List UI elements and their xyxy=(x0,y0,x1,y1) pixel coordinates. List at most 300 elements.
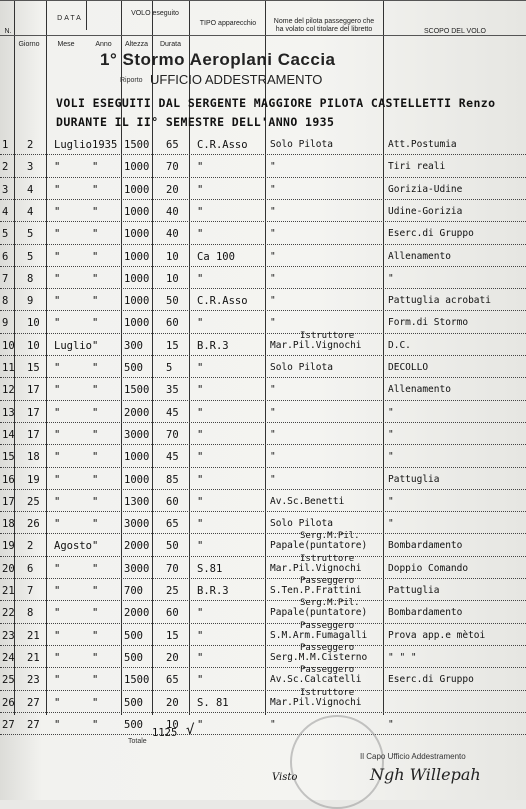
cell-altezza: 2000 xyxy=(124,607,150,620)
cell-mese: " xyxy=(54,562,61,575)
cell-durata: 70 xyxy=(166,161,179,174)
row-separator xyxy=(0,600,526,601)
cell-n: 5 xyxy=(2,228,9,241)
cell-durata: 65 xyxy=(166,674,179,687)
cell-mese: Luglio xyxy=(54,339,92,352)
cell-tipo: " xyxy=(197,473,204,486)
cell-tipo: " xyxy=(197,718,204,731)
cell-anno: " xyxy=(92,339,99,352)
cell-giorno: 10 xyxy=(27,339,40,352)
cell-n: 22 xyxy=(2,607,15,620)
cell-durata: 5 xyxy=(166,362,173,374)
cell-mese: " xyxy=(54,585,61,597)
cell-tipo: " xyxy=(197,228,204,241)
cell-giorno: 18 xyxy=(27,451,40,464)
cell-tipo: " xyxy=(197,205,204,218)
cell-n: 8 xyxy=(2,295,9,308)
cell-durata: 15 xyxy=(166,339,179,352)
cell-scopo: D.C. xyxy=(388,339,411,351)
cell-mese: Luglio xyxy=(54,139,92,151)
cell-altezza: 1300 xyxy=(124,495,150,508)
cell-mese: " xyxy=(54,317,61,330)
cell-anno: " xyxy=(92,295,99,308)
cell-n: 4 xyxy=(2,205,9,218)
cell-scopo: Att.Postumia xyxy=(388,139,457,150)
cell-giorno: 25 xyxy=(27,495,40,508)
cell-anno: " xyxy=(92,228,99,241)
cell-tipo: " xyxy=(197,540,204,553)
cell-pilota-role: Serg.M.Pil. xyxy=(300,598,360,609)
cell-pilota: Serg.M.M.Cisterno xyxy=(270,651,368,663)
cell-durata: 15 xyxy=(166,629,179,642)
cell-n: 3 xyxy=(2,183,9,196)
cell-pilota: " xyxy=(270,161,276,173)
totale-checkmark: √ xyxy=(186,722,195,738)
stamp-stormo: 1° Stormo Aeroplani Caccia xyxy=(100,50,336,69)
cell-n: 11 xyxy=(2,362,15,374)
header-data: DATA xyxy=(57,15,83,22)
cell-tipo: " xyxy=(197,272,204,285)
cell-altezza: 1000 xyxy=(124,183,150,196)
cell-tipo: " xyxy=(197,406,204,419)
header-altezza: Altezza xyxy=(125,41,148,48)
cell-n: 26 xyxy=(2,696,15,709)
cell-anno: " xyxy=(92,161,99,174)
cell-pilota-role: Istruttore xyxy=(300,687,355,698)
cell-giorno: 6 xyxy=(27,562,34,575)
cell-tipo: " xyxy=(197,183,204,196)
cell-giorno: 2 xyxy=(27,540,34,553)
cell-durata: 35 xyxy=(166,384,179,397)
cell-tipo: " xyxy=(197,384,204,397)
cell-n: 16 xyxy=(2,473,15,486)
cell-tipo: " xyxy=(197,495,204,508)
capo-ufficio-label: Il Capo Ufficio Addestramento xyxy=(360,752,466,761)
cell-altezza: 1000 xyxy=(124,161,150,174)
cell-tipo: " xyxy=(197,651,204,664)
cell-durata: 70 xyxy=(166,428,179,441)
cell-tipo: B.R.3 xyxy=(197,585,229,597)
cell-tipo: " xyxy=(197,607,204,620)
cell-pilota: Papale(puntatore) xyxy=(270,607,368,619)
cell-mese: " xyxy=(54,629,61,642)
cell-durata: 10 xyxy=(166,250,179,263)
cell-mese: " xyxy=(54,495,61,508)
cell-n: 23 xyxy=(2,629,15,642)
cell-n: 12 xyxy=(2,384,15,397)
cell-durata: 45 xyxy=(166,451,179,464)
cell-giorno: 4 xyxy=(27,205,34,218)
cell-scopo: Prova app.e mètoi xyxy=(388,629,486,641)
cell-mese: " xyxy=(54,607,61,620)
cell-pilota: Mar.Pil.Vignochi xyxy=(270,696,362,708)
cell-n: 27 xyxy=(2,718,15,731)
row-separator xyxy=(0,467,526,468)
cell-n: 21 xyxy=(2,585,15,597)
cell-altezza: 700 xyxy=(124,585,143,597)
row-separator xyxy=(0,221,526,222)
row-separator xyxy=(0,310,526,311)
cell-scopo: Allenamento xyxy=(388,384,451,396)
cell-durata: 40 xyxy=(166,228,179,241)
cell-mese: " xyxy=(54,674,61,687)
cell-scopo: " xyxy=(388,495,394,507)
cell-pilota-role: Passeggero xyxy=(300,576,355,586)
cell-mese: " xyxy=(54,406,61,419)
row-separator xyxy=(0,444,526,445)
cell-mese: " xyxy=(54,272,61,285)
cell-altezza: 1000 xyxy=(124,205,150,218)
header-n: N. xyxy=(4,28,12,35)
cell-tipo: " xyxy=(197,161,204,174)
cell-altezza: 500 xyxy=(124,629,143,642)
cell-anno: " xyxy=(92,451,99,464)
cell-scopo: Eserc.di Gruppo xyxy=(388,674,474,686)
cell-altezza: 3000 xyxy=(124,428,150,441)
header-pilota: Nome del pilota passeggero che ha volato col titolare del libretto xyxy=(273,18,375,33)
cell-mese: " xyxy=(54,518,61,531)
cell-altezza: 500 xyxy=(124,651,143,664)
cell-anno: " xyxy=(92,651,99,664)
cell-n: 18 xyxy=(2,518,15,531)
cell-anno: " xyxy=(92,585,99,597)
cell-pilota: " xyxy=(270,295,276,307)
cell-scopo: Allenamento xyxy=(388,250,451,262)
cell-giorno: 5 xyxy=(27,228,34,241)
cell-tipo: C.R.Asso xyxy=(197,295,248,308)
cell-giorno: 8 xyxy=(27,272,34,285)
cell-giorno: 17 xyxy=(27,406,40,419)
cell-n: 1 xyxy=(2,139,9,151)
row-separator xyxy=(0,667,526,668)
cell-anno: " xyxy=(92,540,99,553)
cell-giorno: 27 xyxy=(27,696,40,709)
cell-mese: " xyxy=(54,718,61,731)
stamp-ufficio: UFFICIO ADDESTRAMENTO xyxy=(150,72,323,87)
cell-altezza: 1500 xyxy=(124,139,150,151)
cell-anno: " xyxy=(92,406,99,419)
cell-pilota: Mar.Pil.Vignochi xyxy=(270,562,362,574)
totale-value: 1125 xyxy=(152,727,178,739)
cell-anno: " xyxy=(92,272,99,285)
column-divider xyxy=(46,0,47,715)
cell-giorno: 7 xyxy=(27,585,34,597)
cell-giorno: 2 xyxy=(27,139,34,151)
cell-scopo: Form.di Stormo xyxy=(388,317,469,329)
cell-mese: " xyxy=(54,451,61,464)
cell-mese: " xyxy=(54,183,61,196)
cell-tipo: " xyxy=(197,451,204,464)
cell-anno: " xyxy=(92,384,99,397)
cell-giorno: 10 xyxy=(27,317,40,330)
cell-giorno: 4 xyxy=(27,183,34,196)
cell-n: 25 xyxy=(2,674,15,687)
cell-giorno: 27 xyxy=(27,718,40,731)
header-rule xyxy=(0,0,526,1)
cell-altezza: 1500 xyxy=(124,674,150,687)
document-subtitle: DURANTE IL II° SEMESTRE DELL'ANNO 1935 xyxy=(56,115,335,129)
cell-altezza: 300 xyxy=(124,339,143,352)
cell-tipo: " xyxy=(197,518,204,531)
cell-giorno: 23 xyxy=(27,674,40,687)
cell-giorno: 15 xyxy=(27,362,40,374)
cell-scopo: Bombardamento xyxy=(388,540,463,552)
cell-tipo: " xyxy=(197,629,204,642)
cell-tipo: " xyxy=(197,428,204,441)
cell-altezza: 1000 xyxy=(124,451,150,464)
cell-pilota: " xyxy=(270,228,276,240)
cell-scopo: " xyxy=(388,718,394,730)
cell-pilota: " xyxy=(270,250,276,262)
stamp-riporto: Riporto xyxy=(120,77,143,84)
cell-n: 14 xyxy=(2,428,15,441)
cell-pilota-role: Istruttore xyxy=(300,330,355,341)
document-title: VOLI ESEGUITI DAL SERGENTE MAGGIORE PILOTA CASTELLETTI Renzo xyxy=(56,96,496,110)
row-separator xyxy=(0,154,526,155)
cell-durata: 60 xyxy=(166,317,179,330)
cell-altezza: 3000 xyxy=(124,562,150,575)
cell-durata: 65 xyxy=(166,139,179,151)
cell-giorno: 3 xyxy=(27,161,34,174)
row-separator xyxy=(0,556,526,557)
cell-pilota: " xyxy=(270,718,276,730)
cell-durata: 50 xyxy=(166,295,179,308)
cell-giorno: 17 xyxy=(27,384,40,397)
cell-altezza: 3000 xyxy=(124,518,150,531)
cell-altezza: 1000 xyxy=(124,272,150,285)
row-separator xyxy=(0,533,526,534)
cell-pilota: " xyxy=(270,183,276,195)
cell-pilota: S.Ten.P.Frattini xyxy=(270,585,362,596)
cell-anno: " xyxy=(92,317,99,330)
cell-mese: " xyxy=(54,362,61,374)
cell-pilota-role: Passeggero xyxy=(300,642,355,653)
cell-altezza: 500 xyxy=(124,696,143,709)
cell-durata: 60 xyxy=(166,607,179,620)
cell-anno: " xyxy=(92,674,99,687)
cell-pilota-role: Serg.M.Pil. xyxy=(300,531,360,542)
row-separator xyxy=(0,333,526,334)
cell-scopo: " xyxy=(388,428,394,440)
cell-tipo: S. 81 xyxy=(197,696,229,709)
cell-giorno: 21 xyxy=(27,651,40,664)
cell-giorno: 21 xyxy=(27,629,40,642)
cell-durata: 25 xyxy=(166,585,179,597)
header-durata: Durata xyxy=(159,41,181,48)
cell-altezza: 2000 xyxy=(124,540,150,553)
cell-giorno: 9 xyxy=(27,295,34,308)
row-separator xyxy=(0,690,526,691)
cell-altezza: 1000 xyxy=(124,473,150,486)
cell-altezza: 500 xyxy=(124,718,143,731)
row-separator xyxy=(0,623,526,624)
cell-tipo: " xyxy=(197,317,204,330)
row-separator xyxy=(0,377,526,378)
cell-altezza: 1000 xyxy=(124,317,150,330)
cell-giorno: 19 xyxy=(27,473,40,486)
cell-pilota: " xyxy=(270,205,276,217)
cell-pilota: " xyxy=(270,451,276,463)
cell-scopo: Pattuglia xyxy=(388,585,440,596)
cell-anno: " xyxy=(92,473,99,486)
cell-anno: " xyxy=(92,183,99,196)
cell-giorno: 8 xyxy=(27,607,34,620)
cell-scopo: DECOLLO xyxy=(388,362,429,373)
cell-scopo: " xyxy=(388,272,394,284)
cell-n: 13 xyxy=(2,406,15,419)
row-separator xyxy=(0,422,526,423)
cell-tipo: " xyxy=(197,674,204,687)
cell-scopo: " xyxy=(388,406,394,418)
row-separator xyxy=(0,355,526,356)
row-separator xyxy=(0,578,526,579)
cell-mese: " xyxy=(54,295,61,308)
header-tipo: TIPO apparecchio xyxy=(199,20,257,27)
row-separator xyxy=(0,288,526,289)
cell-anno: " xyxy=(92,205,99,218)
cell-scopo: Udine-Gorizia xyxy=(388,205,463,217)
cell-pilota: " xyxy=(270,272,276,284)
cell-scopo: Pattuglia acrobati xyxy=(388,295,491,307)
cell-tipo: S.81 xyxy=(197,562,223,575)
cell-tipo: Ca 100 xyxy=(197,250,235,263)
cell-pilota: Av.Sc.Calcatelli xyxy=(270,674,362,686)
cell-n: 15 xyxy=(2,451,15,464)
row-separator xyxy=(0,645,526,646)
cell-n: 7 xyxy=(2,272,9,285)
cell-durata: 40 xyxy=(166,205,179,218)
cell-scopo: " " " xyxy=(388,651,417,663)
cell-mese: " xyxy=(54,228,61,241)
cell-anno: " xyxy=(92,495,99,508)
cell-durata: 20 xyxy=(166,183,179,196)
cell-tipo: B.R.3 xyxy=(197,339,229,352)
cell-pilota: Mar.Pil.Vignochi xyxy=(270,339,362,351)
cell-mese: " xyxy=(54,384,61,397)
cell-n: 6 xyxy=(2,250,9,263)
row-separator xyxy=(0,199,526,200)
header-mese: Mese xyxy=(57,41,75,48)
row-separator xyxy=(0,244,526,245)
cell-pilota: S.M.Arm.Fumagalli xyxy=(270,629,368,641)
cell-durata: 60 xyxy=(166,495,179,508)
cell-durata: 10 xyxy=(166,718,179,731)
cell-pilota: Av.Sc.Benetti xyxy=(270,495,345,507)
row-separator xyxy=(0,712,526,713)
cell-durata: 20 xyxy=(166,651,179,664)
cell-scopo: Gorizia-Udine xyxy=(388,183,463,195)
cell-pilota: " xyxy=(270,384,276,396)
cell-mese: " xyxy=(54,250,61,263)
cell-pilota: " xyxy=(270,317,276,329)
cell-durata: 50 xyxy=(166,540,179,553)
cell-anno: " xyxy=(92,362,99,374)
cell-scopo: Doppio Comando xyxy=(388,562,469,574)
cell-pilota: Solo Pilota xyxy=(270,362,333,373)
row-separator xyxy=(0,511,526,512)
cell-giorno: 26 xyxy=(27,518,40,531)
header-anno: Anno xyxy=(95,41,112,48)
cell-pilota: " xyxy=(270,406,276,418)
cell-mese: Agosto xyxy=(54,540,92,553)
cell-altezza: 1000 xyxy=(124,228,150,241)
visto-label: Visto xyxy=(272,772,298,783)
cell-anno: " xyxy=(92,518,99,531)
cell-durata: 85 xyxy=(166,473,179,486)
cell-pilota: " xyxy=(270,428,276,440)
row-separator xyxy=(0,400,526,401)
cell-anno: " xyxy=(92,629,99,642)
cell-n: 2 xyxy=(2,161,9,174)
cell-anno: " xyxy=(92,250,99,263)
header-scopo: SCOPO DEL VOLO xyxy=(424,28,486,35)
cell-altezza: 1000 xyxy=(124,295,150,308)
cell-mese: " xyxy=(54,651,61,664)
cell-n: 17 xyxy=(2,495,15,508)
cell-anno: " xyxy=(92,696,99,709)
cell-pilota: Solo Pilota xyxy=(270,139,333,150)
cell-anno: " xyxy=(92,607,99,620)
cell-durata: 10 xyxy=(166,272,179,285)
cell-mese: " xyxy=(54,696,61,709)
totale-label: Totale xyxy=(128,738,147,745)
cell-altezza: 1000 xyxy=(124,250,150,263)
cell-n: 20 xyxy=(2,562,15,575)
cell-durata: 70 xyxy=(166,562,179,575)
cell-pilota: Papale(puntatore) xyxy=(270,540,368,552)
cell-durata: 45 xyxy=(166,406,179,419)
cell-n: 10 xyxy=(2,339,15,352)
cell-n: 9 xyxy=(2,317,9,330)
cell-scopo: " xyxy=(388,518,394,530)
cell-pilota: Solo Pilota xyxy=(270,518,333,530)
cell-altezza: 500 xyxy=(124,362,143,374)
cell-pilota: " xyxy=(270,473,276,485)
cell-pilota-role: Passeggero xyxy=(300,665,355,676)
round-seal xyxy=(290,715,384,809)
cell-mese: " xyxy=(54,161,61,174)
cell-tipo: C.R.Asso xyxy=(197,139,248,151)
cell-altezza: 2000 xyxy=(124,406,150,419)
cell-scopo: Tiri reali xyxy=(388,161,446,173)
row-separator xyxy=(0,734,526,735)
cell-scopo: " xyxy=(388,451,394,463)
cell-anno: " xyxy=(92,562,99,575)
header-giorno: Giorno xyxy=(18,41,40,48)
cell-giorno: 17 xyxy=(27,428,40,441)
cell-scopo: Bombardamento xyxy=(388,607,463,619)
cell-scopo: Eserc.di Gruppo xyxy=(388,228,474,240)
cell-anno: " xyxy=(92,428,99,441)
cell-anno: " xyxy=(92,718,99,731)
row-separator xyxy=(0,177,526,178)
cell-giorno: 5 xyxy=(27,250,34,263)
cell-scopo: Pattuglia xyxy=(388,473,440,485)
header-volo: VOLO eseguito xyxy=(131,10,179,17)
cell-n: 24 xyxy=(2,651,15,664)
cell-n: 19 xyxy=(2,540,15,553)
row-separator xyxy=(0,266,526,267)
cell-durata: 65 xyxy=(166,518,179,531)
cell-altezza: 1500 xyxy=(124,384,150,397)
cell-mese: " xyxy=(54,473,61,486)
cell-mese: " xyxy=(54,428,61,441)
cell-tipo: " xyxy=(197,362,204,374)
cell-anno: 1935 xyxy=(92,139,118,151)
signature: Ngh Willepah xyxy=(370,765,481,784)
cell-durata: 20 xyxy=(166,696,179,709)
cell-mese: " xyxy=(54,205,61,218)
